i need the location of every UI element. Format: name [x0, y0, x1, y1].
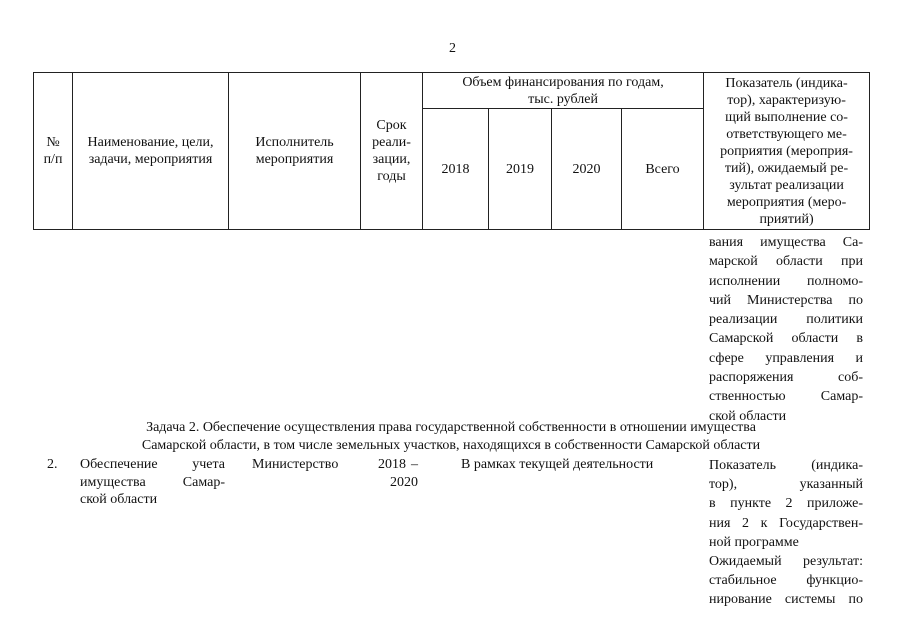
header-col-name: Наименование, цели, задачи, мероприятия	[73, 73, 229, 230]
header-table	[33, 72, 870, 230]
header-year-2019: 2019	[489, 109, 552, 230]
row-financing: В рамках текущей деятельности	[461, 457, 654, 472]
task-heading: Задача 2. Обеспечение осуществления права государственной собственности в отношении имущества Самарской области, в том числе земельных участков, находящихся в собственности Самарской области	[141, 420, 761, 453]
header-col-term: Срок реали- зации, годы	[361, 73, 423, 230]
header-year-2020: 2020	[552, 109, 622, 230]
row-term: 2018 – 2020	[378, 457, 418, 490]
row-indicator: Показатель (индика- тор), указанный в пункте 2 приложе- ния 2 к Государствен- ной программе Ожидаемый результат: стабильное функцио- нирование системы по	[709, 458, 863, 608]
header-year-2018: 2018	[423, 109, 489, 230]
row-executor: Министерство	[252, 457, 339, 472]
header-col-financing: Объем финансирования по годам, тыс. рублей	[423, 73, 704, 109]
header-col-indicator: Показатель (индика- тор), характеризую- щий выполнение со- ответствующего ме- роприятия (мероприя- тий), ожидаемый ре- зультат реализации мероприятия (меро- приятий)	[704, 73, 870, 230]
header-col-executor: Исполнитель мероприятия	[229, 73, 361, 230]
row-number: 2.	[47, 457, 58, 472]
row-name: Обеспечение учета имущества Самар- ской области	[80, 457, 225, 507]
header-total: Всего	[622, 109, 704, 230]
header-col-number: № п/п	[34, 73, 73, 230]
continuation-text: вания имущества Са- марской области при исполнении полномо- чий Министерства по реализации политики Самарской области в сфере управления и распоряжения соб- ственностью Самар- ской области	[709, 235, 863, 424]
page-number: 2	[449, 41, 456, 56]
